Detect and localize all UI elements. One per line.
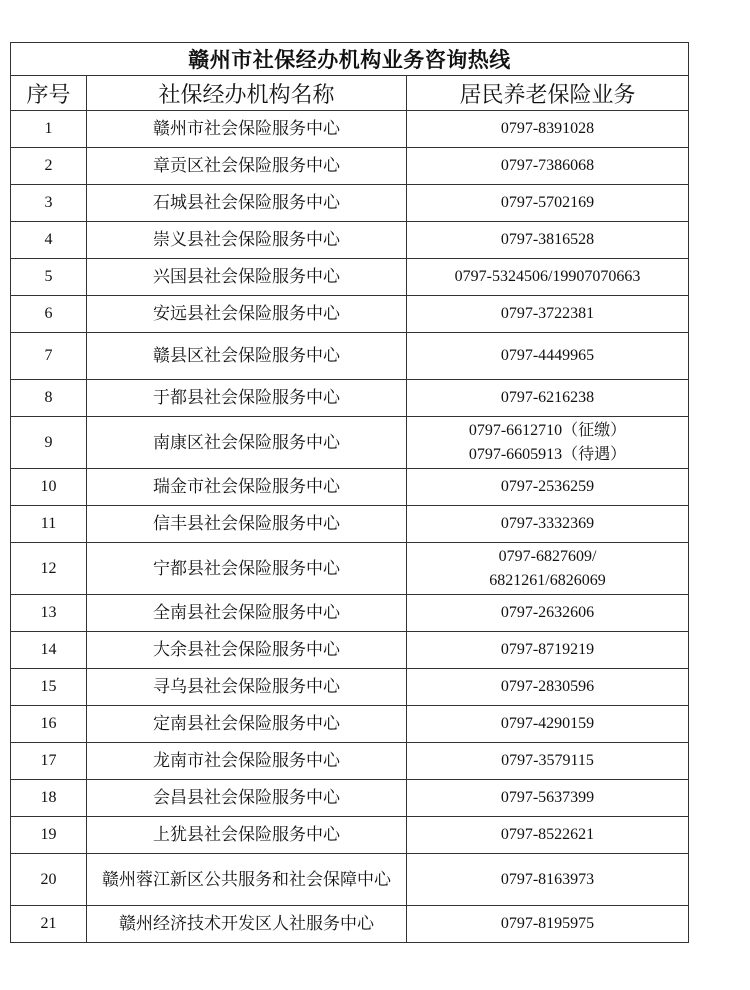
phone-line: 0797-7386068 <box>500 157 595 174</box>
row-index: 12 <box>11 543 87 595</box>
row-index: 8 <box>11 380 87 417</box>
table-row <box>11 743 689 780</box>
hotline-number <box>407 595 689 632</box>
table-body <box>11 111 689 943</box>
row-index: 16 <box>11 706 87 743</box>
agency-name: 寻乌县社会保险服务中心 <box>87 669 407 706</box>
phone-line: 0797-3816528 <box>500 231 595 248</box>
row-index: 7 <box>11 333 87 380</box>
hotline-number <box>407 417 689 469</box>
hotline-number <box>407 632 689 669</box>
agency-name: 南康区社会保险服务中心 <box>87 417 407 469</box>
row-index: 6 <box>11 296 87 333</box>
table-row <box>11 296 689 333</box>
header-name: 社保经办机构名称 <box>87 76 407 111</box>
row-index: 15 <box>11 669 87 706</box>
table-row <box>11 259 689 296</box>
phone-line: 0797-3579115 <box>501 752 594 769</box>
row-index: 17 <box>11 743 87 780</box>
agency-name: 大余县社会保险服务中心 <box>87 632 407 669</box>
agency-name: 宁都县社会保险服务中心 <box>87 543 407 595</box>
phone-line: 0797-8719219 <box>500 641 595 658</box>
agency-name: 赣县区社会保险服务中心 <box>87 333 407 380</box>
row-index: 11 <box>11 506 87 543</box>
agency-name: 上犹县社会保险服务中心 <box>87 817 407 854</box>
table-row <box>11 333 689 380</box>
agency-name: 定南县社会保险服务中心 <box>87 706 407 743</box>
agency-name: 信丰县社会保险服务中心 <box>87 506 407 543</box>
agency-name: 瑞金市社会保险服务中心 <box>87 469 407 506</box>
hotline-number <box>407 333 689 380</box>
agency-name: 崇义县社会保险服务中心 <box>87 222 407 259</box>
row-index: 18 <box>11 780 87 817</box>
hotline-number <box>407 780 689 817</box>
row-index: 4 <box>11 222 87 259</box>
phone-line: 0797-5702169 <box>500 194 595 211</box>
phone-line: 0797-4449965 <box>500 347 595 364</box>
table-row <box>11 669 689 706</box>
agency-name: 全南县社会保险服务中心 <box>87 595 407 632</box>
row-index: 1 <box>11 111 87 148</box>
phone-line: 0797-6612710（征缴） <box>468 421 627 439</box>
hotline-number <box>407 543 689 595</box>
row-index: 13 <box>11 595 87 632</box>
hotline-number <box>407 296 689 333</box>
phone-line: 0797-5324506/19907070663 <box>454 268 641 285</box>
hotline-number <box>407 817 689 854</box>
hotline-number <box>407 469 689 506</box>
hotline-number <box>407 506 689 543</box>
table-row <box>11 854 689 906</box>
table-row <box>11 506 689 543</box>
phone-line: 0797-6827609/ <box>498 547 597 565</box>
agency-name: 章贡区社会保险服务中心 <box>87 148 407 185</box>
header-index: 序号 <box>11 76 87 111</box>
hotline-sheet <box>10 42 688 943</box>
table-row <box>11 417 689 469</box>
header-service: 居民养老保险业务 <box>407 76 689 111</box>
row-index: 21 <box>11 906 87 943</box>
hotline-number <box>407 669 689 706</box>
hotline-number <box>407 380 689 417</box>
hotline-number <box>407 222 689 259</box>
hotline-number <box>407 185 689 222</box>
agency-name: 石城县社会保险服务中心 <box>87 185 407 222</box>
hotline-number <box>407 854 689 906</box>
phone-line: 6821261/6826069 <box>489 571 606 589</box>
phone-line: 0797-3332369 <box>500 515 595 532</box>
phone-line: 0797-8391028 <box>500 120 595 137</box>
table-row <box>11 595 689 632</box>
agency-name: 于都县社会保险服务中心 <box>87 380 407 417</box>
hotline-number <box>407 906 689 943</box>
row-index: 2 <box>11 148 87 185</box>
phone-line: 0797-5637399 <box>500 789 595 806</box>
hotline-number <box>407 259 689 296</box>
phone-line: 0797-6216238 <box>500 389 595 406</box>
row-index: 9 <box>11 417 87 469</box>
phone-line: 0797-8163973 <box>500 870 595 888</box>
phone-line: 0797-8522621 <box>500 826 595 843</box>
table-row <box>11 706 689 743</box>
hotline-number <box>407 706 689 743</box>
table-row <box>11 222 689 259</box>
hotline-number <box>407 111 689 148</box>
agency-name: 龙南市社会保险服务中心 <box>87 743 407 780</box>
title-row <box>11 43 689 76</box>
table-row <box>11 817 689 854</box>
agency-name: 赣州市社会保险服务中心 <box>87 111 407 148</box>
hotline-number <box>407 743 689 780</box>
table-title: 赣州市社保经办机构业务咨询热线 <box>11 43 689 76</box>
row-index: 3 <box>11 185 87 222</box>
agency-name: 赣州经济技术开发区人社服务中心 <box>87 906 407 943</box>
agency-name: 安远县社会保险服务中心 <box>87 296 407 333</box>
agency-name: 会昌县社会保险服务中心 <box>87 780 407 817</box>
table-row <box>11 469 689 506</box>
row-index: 20 <box>11 854 87 906</box>
hotline-number <box>407 148 689 185</box>
phone-line: 0797-2632606 <box>500 604 595 621</box>
table-row <box>11 906 689 943</box>
row-index: 19 <box>11 817 87 854</box>
table-row <box>11 543 689 595</box>
row-index: 14 <box>11 632 87 669</box>
phone-line: 0797-6605913（待遇） <box>468 445 627 463</box>
table-row <box>11 632 689 669</box>
phone-line: 0797-2830596 <box>500 678 595 695</box>
phone-line: 0797-2536259 <box>500 478 595 495</box>
row-index: 10 <box>11 469 87 506</box>
table-row <box>11 185 689 222</box>
agency-name: 赣州蓉江新区公共服务和社会保障中心 <box>87 854 407 906</box>
agency-name: 兴国县社会保险服务中心 <box>87 259 407 296</box>
table-row <box>11 380 689 417</box>
phone-line: 0797-3722381 <box>500 305 595 322</box>
phone-line: 0797-4290159 <box>500 715 595 732</box>
table-row <box>11 148 689 185</box>
table-row <box>11 111 689 148</box>
header-row <box>11 76 689 111</box>
phone-line: 0797-8195975 <box>500 915 595 932</box>
table-row <box>11 780 689 817</box>
hotline-table <box>10 42 689 943</box>
row-index: 5 <box>11 259 87 296</box>
